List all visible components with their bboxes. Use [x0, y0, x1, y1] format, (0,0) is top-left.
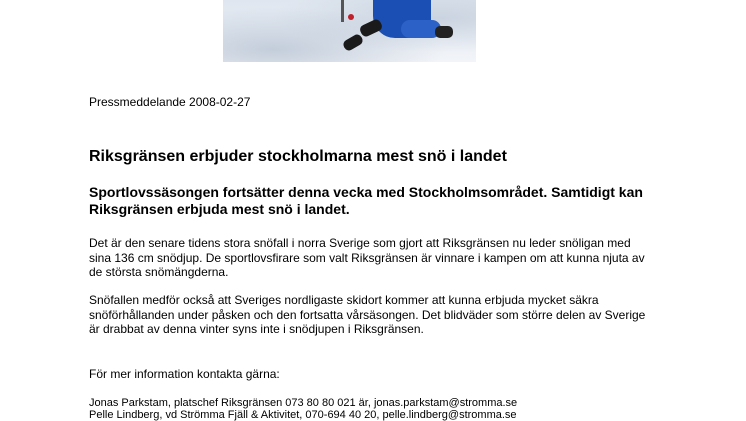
- subheadline: Sportlovssäsongen fortsätter denna vecka med Stockholmsområdet. Samtidigt kan Riksgränsen erbjuda mest snö i landet.: [89, 184, 643, 217]
- headline: Riksgränsen erbjuder stockholmarna mest snö i landet: [89, 148, 507, 165]
- contact-line: Pelle Lindberg, vd Strömma Fjäll & Aktivitet, 070-694 40 20, pelle.lindberg@stromma.se: [89, 409, 517, 421]
- contact-intro: För mer information kontakta gärna:: [89, 367, 280, 381]
- header-photo: [223, 0, 476, 62]
- body-paragraph: Snöfallen medför också att Sveriges nordligaste skidort kommer att kunna erbjuda mycket säkra snöförhållanden under påsken och den fortsatta vårsäsongen. Det blidväder som större delen av Sverige är drabbat av denna vinter syns inte i snödjupen i Riksgränsen.: [89, 293, 646, 336]
- body-paragraph: Det är den senare tidens stora snöfall i norra Sverige som gjort att Riksgränsen nu leder snöligan med sina 136 cm snödjup. De sportlovsfirare som valt Riksgränsen är vinnare i kampen om att kunna njuta av de största snömängderna.: [89, 236, 645, 279]
- press-release-date: Pressmeddelande 2008-02-27: [89, 95, 251, 109]
- contact-line: Jonas Parkstam, platschef Riksgränsen 073 80 80 021 är, jonas.parkstam@stromma.se: [89, 397, 518, 409]
